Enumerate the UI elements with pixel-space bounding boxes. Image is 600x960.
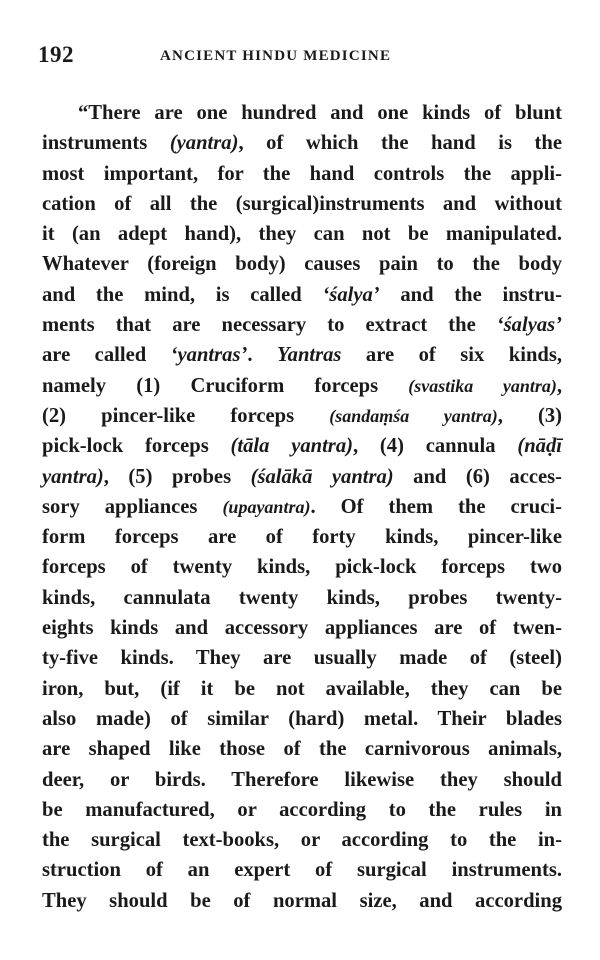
- italic-term: ‘śalyas’: [496, 314, 562, 337]
- text-segment: , (5) probes: [103, 465, 251, 488]
- text-line: [42, 643, 562, 673]
- text-segment: ty-five kinds. They are usually made of (steel): [42, 647, 562, 670]
- text-line: [42, 219, 562, 249]
- text-segment: and (6) acces-: [393, 465, 562, 488]
- text-line: [42, 734, 562, 764]
- text-line: [42, 704, 562, 734]
- text-line: [42, 795, 562, 825]
- italic-term: (yantra): [169, 132, 239, 155]
- italic-term: ‘śalya’: [322, 283, 380, 306]
- body-paragraph: [42, 98, 562, 916]
- text-line: [42, 189, 562, 219]
- text-line: [42, 765, 562, 795]
- page-number: 192: [38, 42, 74, 67]
- text-segment: it (an adept hand), they can not be manipulated.: [42, 223, 562, 246]
- text-segment: pick-lock forceps: [42, 435, 231, 458]
- text-line: [42, 886, 562, 916]
- text-line: [42, 431, 562, 461]
- text-line: [42, 825, 562, 855]
- italic-term: Yantras: [276, 344, 342, 367]
- italic-term: (śalākā yantra): [250, 465, 394, 488]
- text-segment: also made) of similar (hard) metal. Their blades: [42, 707, 562, 730]
- text-line: [42, 128, 562, 158]
- text-line: [42, 855, 562, 885]
- text-segment: deer, or birds. Therefore likewise they should: [42, 768, 562, 791]
- text-segment: They should be of normal size, and according: [42, 889, 562, 912]
- text-segment: , (4) cannula: [352, 435, 518, 458]
- italic-term: (upayantra): [222, 496, 311, 517]
- text-segment: cation of all the (surgical)instruments and without: [42, 192, 562, 215]
- text-segment: form forceps are of forty kinds, pincer-like: [42, 526, 562, 549]
- running-title: ANCIENT HINDU MEDICINE: [160, 48, 392, 64]
- text-line: [42, 310, 562, 340]
- text-segment: , of which the hand is the: [238, 132, 562, 155]
- text-segment: and the instru-: [379, 283, 562, 306]
- text-line: [42, 552, 562, 582]
- text-segment: instruments: [42, 132, 170, 155]
- text-segment: namely (1) Cruciform forceps: [42, 374, 409, 397]
- text-segment: struction of an expert of surgical instruments.: [42, 859, 562, 882]
- text-segment: iron, but, (if it be not available, they can be: [42, 677, 562, 700]
- text-line: [42, 280, 562, 310]
- text-segment: are shaped like those of the carnivorous animals,: [42, 738, 562, 761]
- running-head: [38, 42, 562, 72]
- text-segment: and the mind, is called: [42, 283, 323, 306]
- text-line: [42, 462, 562, 492]
- text-line: [42, 340, 562, 370]
- text-line: [42, 492, 562, 522]
- text-segment: , (3): [497, 404, 563, 427]
- italic-term: (tāla yantra): [230, 435, 353, 458]
- text-line: [42, 401, 562, 431]
- text-segment: most important, for the hand controls the appli-: [42, 162, 562, 185]
- text-segment: kinds, cannulata twenty kinds, probes twenty-: [42, 586, 562, 609]
- text-segment: are of six kinds,: [341, 344, 563, 367]
- text-segment: are called: [42, 344, 171, 367]
- text-segment: sory appliances: [42, 495, 223, 518]
- text-line: [42, 613, 562, 643]
- text-segment: Whatever (foreign body) causes pain to the body: [42, 253, 562, 276]
- text-line: [42, 522, 562, 552]
- italic-term: yantra): [42, 465, 104, 488]
- text-line: [42, 371, 562, 401]
- text-segment: eights kinds and accessory appliances are of twen-: [42, 617, 562, 640]
- text-line: [42, 249, 562, 279]
- text-line: [42, 159, 562, 189]
- text-segment: (2) pincer-like forceps: [42, 404, 330, 427]
- text-segment: . Of them the cruci-: [310, 495, 562, 518]
- text-line: [42, 98, 562, 128]
- text-segment: be manufactured, or according to the rules in: [42, 798, 562, 821]
- text-line: [42, 583, 562, 613]
- text-segment: the surgical text-books, or according to the in-: [42, 829, 562, 852]
- italic-term: (svastika yantra): [408, 375, 557, 396]
- text-segment: forceps of twenty kinds, pick-lock forceps two: [42, 556, 562, 579]
- text-segment: “There are one hundred and one kinds of blunt: [78, 102, 562, 124]
- italic-term: (sandaṃśa yantra): [329, 405, 498, 426]
- text-segment: .: [247, 344, 277, 367]
- italic-term: (nāḍī: [517, 435, 562, 458]
- italic-term: ‘yantras’: [170, 344, 248, 367]
- text-segment: ,: [556, 374, 562, 397]
- text-line: [42, 674, 562, 704]
- text-segment: ments that are necessary to extract the: [42, 314, 497, 337]
